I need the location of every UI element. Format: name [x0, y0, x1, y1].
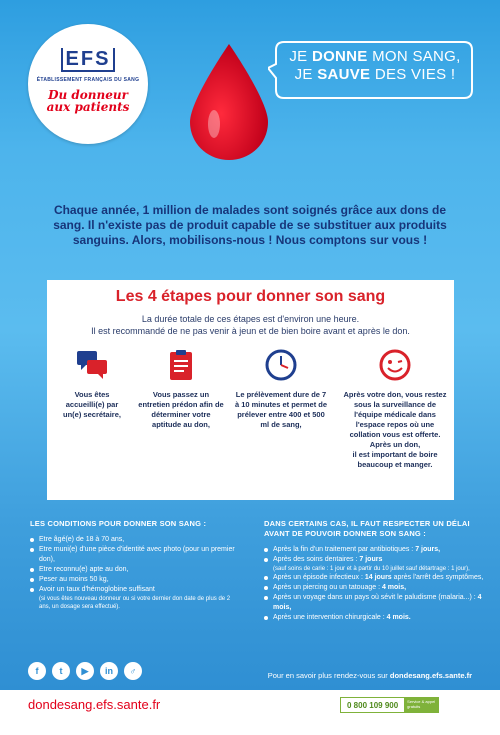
step-2-text: Vous passez un entretien prédon afin de déterminer votre aptitude au don,: [138, 390, 224, 429]
linkedin-icon[interactable]: in: [100, 662, 118, 680]
youtube-icon[interactable]: ▶: [76, 662, 94, 680]
condition-item: Etre muni(e) d'une pièce d'identité avec photo (pour un premier don),: [30, 545, 240, 565]
step-3: [233, 348, 329, 430]
clock-icon: [264, 348, 298, 382]
logo-slogan-line1: Du donneur: [48, 88, 128, 102]
more-info-text: Pour en savoir plus rendez-vous sur: [267, 671, 390, 680]
headline: [280, 48, 470, 84]
delays-title: DANS CERTAINS CAS, IL FAUT RESPECTER UN DÉLAI AVANT DE POUVOIR DONNER SON SANG :: [264, 519, 470, 538]
steps-card: [47, 280, 454, 500]
headline-l2-b: DES VIES !: [370, 66, 456, 83]
condition-item: Avoir un taux d'hémoglobine suffisant (si vous êtes nouveau donneur ou si votre dernier don date de plus de 2 ans, un dosage sera effectué).: [30, 585, 240, 611]
delay-item: Après une intervention chirurgicale : 4 mois.: [264, 613, 484, 623]
headline-l2-a: JE: [294, 66, 318, 83]
conditions-section: [30, 519, 240, 611]
logo-slogan-line2: aux patients: [46, 100, 130, 114]
conditions-title: LES CONDITIONS POUR DONNER SON SANG :: [30, 519, 207, 528]
phone-number[interactable]: 0 800 109 900: [341, 701, 404, 710]
step-4-text-2: Après un don,: [369, 440, 421, 449]
delay-item: Après des soins dentaires : 7 jours (sauf soins de carie : 1 jour et à partir du 10 juillet sauf détartrage : 1 jour),: [264, 555, 484, 573]
headline-l1-bold: DONNE: [311, 48, 368, 65]
delay-item: Après un épisode infectieux : 14 jours après l'arrêt des symptômes,: [264, 573, 484, 583]
delay-note: (sauf soins de carie : 1 jour et à partir du 10 juillet sauf détartrage : 1 jour),: [273, 566, 470, 572]
condition-note: (si vous êtes nouveau donneur ou si votre dernier don date de plus de 2 ans, un dosage sera effectué).: [39, 596, 231, 610]
twitter-icon[interactable]: t: [52, 662, 70, 680]
smiley-icon: [378, 348, 412, 382]
step-4-text: Après votre don, vous restez sous la surveillance de l'équipe médicale dans l'espace repos où une collation vous est offerte.: [343, 390, 447, 439]
steps-title: Les 4 étapes pour donner son sang: [115, 288, 386, 305]
gender-icon[interactable]: ♂: [124, 662, 142, 680]
condition-item: Etre âgé(e) de 18 à 70 ans,: [30, 535, 240, 545]
headline-l1-b: MON SANG,: [367, 48, 461, 65]
step-4: [343, 348, 447, 470]
delay-item: Après un piercing ou un tatouage : 4 mois,: [264, 583, 484, 593]
chat-bubbles-icon: [75, 348, 109, 382]
headline-l2-bold: SAUVE: [317, 66, 371, 83]
blood-drop-icon: [184, 42, 274, 162]
social-icons: [28, 662, 142, 680]
phone-badge: [340, 697, 439, 713]
step-3-text: Le prélèvement dure de 7 à 10 minutes et permet de prélever entre 400 et 500 ml de sang,: [234, 390, 328, 429]
condition-item: Etre reconnu(e) apte au don,: [30, 565, 240, 575]
steps-desc-line1: La durée totale de ces étapes est d'environ une heure.: [141, 314, 360, 324]
delay-item: Après un voyage dans un pays où sévit le paludisme (malaria...) : 4 mois,: [264, 593, 484, 613]
more-info: [268, 671, 472, 680]
steps-desc-line2: Il est recommandé de ne pas venir à jeun et de bien boire avant et après le don.: [91, 326, 410, 336]
website-url[interactable]: dondesang.efs.sante.fr: [28, 697, 161, 712]
steps-description: [47, 313, 454, 337]
logo-subtitle: ÉTABLISSEMENT FRANÇAIS DU SANG: [36, 77, 140, 83]
efs-logo: [28, 24, 148, 144]
clipboard-icon: [164, 348, 198, 382]
step-1-text: Vous êtes accueilli(e) par un(e) secrétaire,: [63, 390, 121, 419]
headline-l1-a: JE: [289, 48, 312, 65]
step-1: [61, 348, 123, 420]
phone-note: Service & appel gratuits: [404, 698, 438, 712]
delays-section: [264, 519, 484, 623]
facebook-icon[interactable]: f: [28, 662, 46, 680]
step-2: [137, 348, 225, 430]
condition-item: Peser au moins 50 kg,: [30, 575, 240, 585]
delay-item: Après la fin d'un traitement par antibiotiques : 7 jours,: [264, 545, 484, 555]
more-info-link[interactable]: dondesang.efs.sante.fr: [389, 671, 472, 680]
intro-text: Chaque année, 1 million de malades sont soignés grâce aux dons de sang. Il n'existe pas de produit capable de se substituer aux produits sanguins. Alors, mobilisons-nous ! Nous comptons sur vous !: [53, 203, 447, 247]
logo-slogan: [28, 89, 148, 113]
logo-name: EFS: [61, 48, 116, 72]
step-4-text-3: il est important de boire beaucoup et manger.: [352, 450, 438, 469]
